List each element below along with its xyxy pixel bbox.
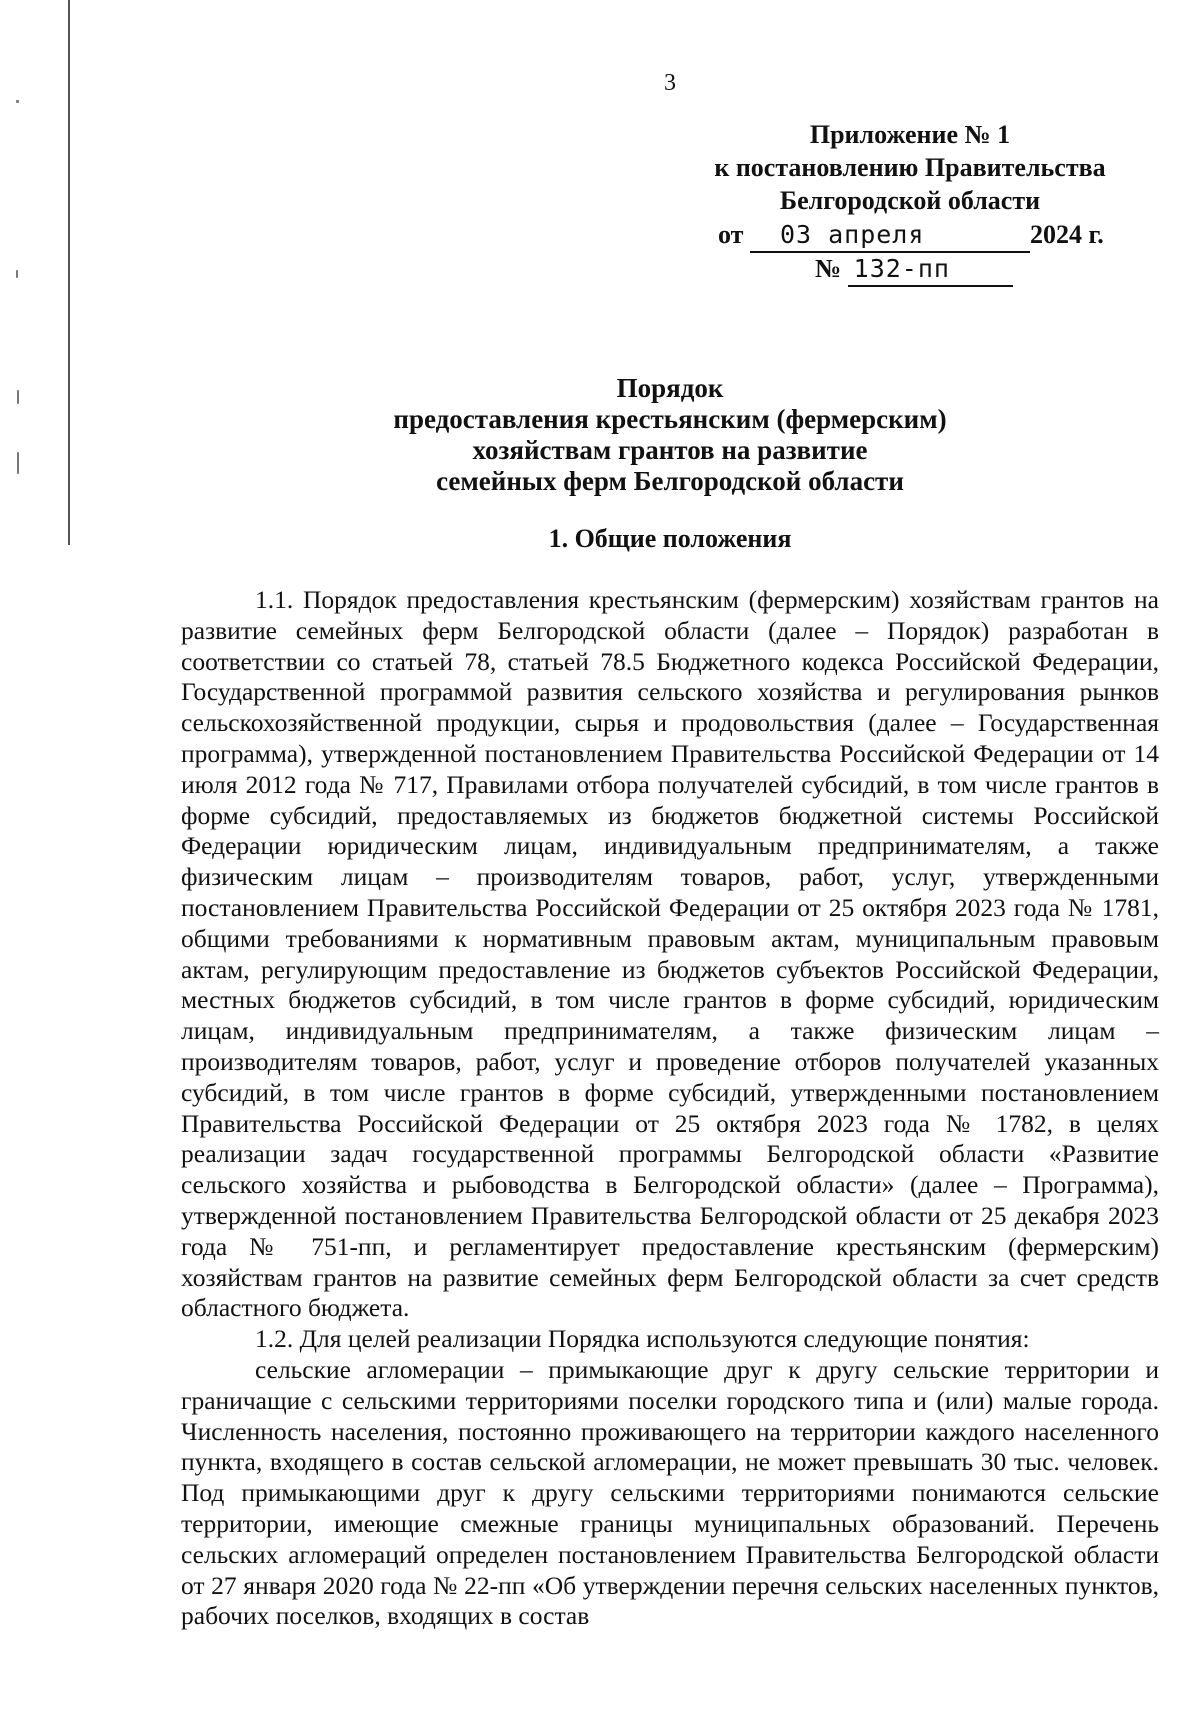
date-suffix: 2024 г. [1029,220,1104,249]
date-prefix: от [718,220,744,249]
appendix-line-3: Белгородской области [779,186,1041,215]
appendix-header [680,118,1140,217]
title-line-1: Порядок [616,373,724,403]
scan-speck [16,100,19,103]
date-fill-line [750,218,1030,253]
number-fill-line [848,252,1013,287]
title-line-3: хозяйствам грантов на развитие [472,435,868,465]
title-line-4: семейных ферм Белгородской области [436,466,904,496]
page-number: 3 [664,70,676,96]
body-text [181,585,1159,1632]
paragraph-1-2: 1.2. Для целей реализации Порядка используются следующие понятия: [255,1324,1030,1354]
paragraph-1-1: 1.1. Порядок предоставления крестьянским (фермерским) хозяйствам грантов на развитие семейных ферм Белгородской области (далее – Порядок) разработан в соответствии со статьей 78, статьей 78.5 Бюджетного кодекса Российской Федерации, Государственной программой развития сельского хозяйства и регулирования рынков сельскохозяйственной продукции, сырья и продовольствия (далее – Государственная программа), утвержденной постановлением Правительства Российской Федерации от 14 июля 2012 года № 717, Правилами отбора получателей субсидий, в том числе грантов в форме субсидий, предоставляемых из бюджетов бюджетной системы Российской Федерации юридическим лицам, индивидуальным предпринимателям, а также физическим лицам – производителям товаров, работ, услуг, утвержденными постановлением Правительства Российской Федерации от 25 октября 2023 года № 1781, общими требованиями к нормативным правовым актам, муниципальным правовым актам, регулирующим предоставление из бюджетов субъектов Российской Федерации, местных бюджетов субсидий, в том числе грантов в форме субсидий, юридическим лицам, индивидуальным предпринимателям, а также физическим лицам – производителям товаров, работ, услуг и проведение отборов получателей указанных субсидий, в том числе грантов в форме субсидий, утвержденными постановлением Правительства Российской Федерации от 25 октября 2023 года № 1782, в целях реализации задач государственной программы Белгородской области «Развитие сельского хозяйства и рыбоводства в Белгородской области» (далее – Программа), утвержденной постановлением Правительства Белгородской области от 25 декабря 2023 года № 751-пп, и регламентирует предоставление крестьянским (фермерским) хозяйствам грантов на развитие семейных ферм Белгородской области за счет средств областного бюджета. [181,585,1159,1323]
paragraph-definition: сельские агломерации – примыкающие друг к другу сельские территории и граничащие с сельскими территориями поселки городского типа и (или) малые города. Численность населения, постоянно проживающего на территории каждого населенного пункта, входящего в состав сельской агломерации, не может превышать 30 тыс. человек. Под примыкающими друг к другу сельскими территориями понимаются сельские территории, имеющие смежные границы муниципальных образований. Перечень сельских агломераций определен постановлением Правительства Белгородской области от 27 января 2020 года № 22-пп «Об утверждении перечня сельских населенных пунктов, рабочих поселков, входящих в состав [181,1354,1159,1631]
number-prefix: № [815,254,842,283]
scan-speck [16,270,18,278]
number-value: 132-пп [853,254,950,283]
appendix-date-row [718,218,1104,253]
date-value: 03 апреля [779,220,925,249]
appendix-number-row [815,252,1013,287]
section-heading: 1. Общие положения [548,524,792,553]
appendix-line-2: к постановлению Правительства [714,153,1106,182]
title-line-2: предоставления крестьянским (фермерским) [393,404,947,434]
appendix-line-1: Приложение № 1 [809,120,1011,149]
document-title [0,373,1200,497]
